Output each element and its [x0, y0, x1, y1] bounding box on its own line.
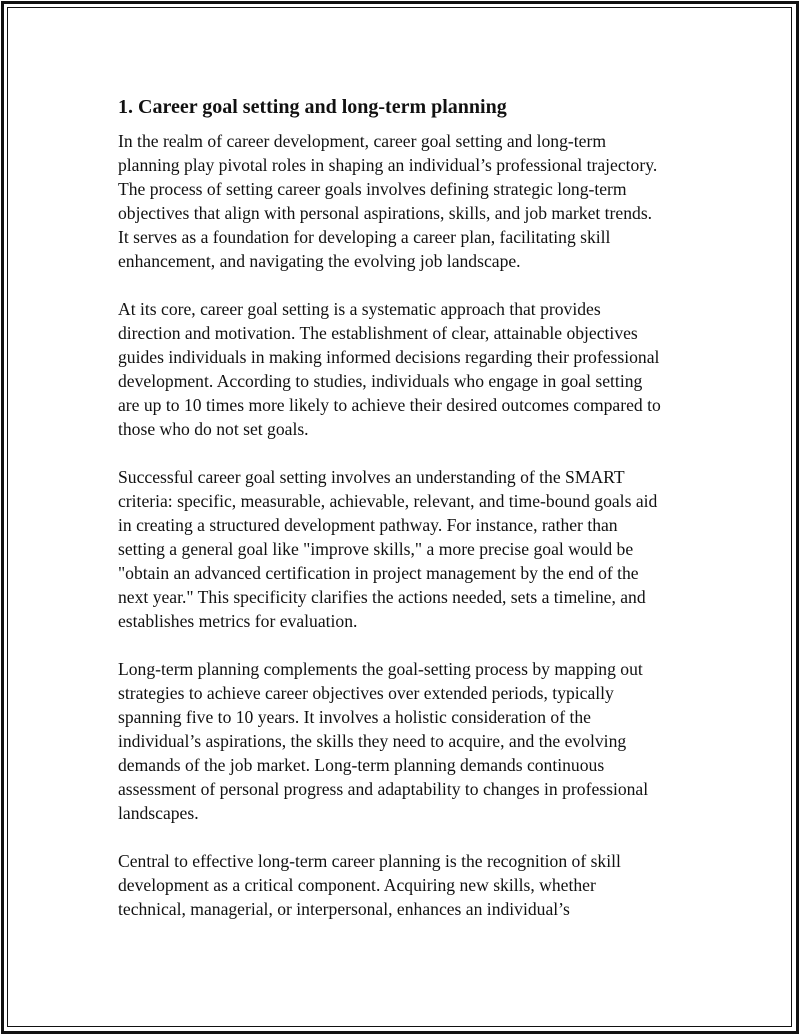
paragraph-5	[118, 849, 698, 921]
text-line: enhancement, and navigating the evolving job landscape.	[118, 251, 521, 271]
text-line: landscapes.	[118, 803, 199, 823]
text-line: strategies to achieve career objectives over extended periods, typically	[118, 683, 614, 703]
text-line: setting a general goal like "improve skills," a more precise goal would be	[118, 539, 634, 559]
text-line: direction and motivation. The establishment of clear, attainable objectives	[118, 323, 638, 343]
text-line: It serves as a foundation for developing a career plan, facilitating skill	[118, 227, 611, 247]
paragraph-2	[118, 297, 698, 441]
text-line: in creating a structured development pathway. For instance, rather than	[118, 515, 618, 535]
text-line: development. According to studies, individuals who engage in goal setting	[118, 371, 643, 391]
section-heading: 1. Career goal setting and long-term planning	[118, 96, 507, 118]
text-line: criteria: specific, measurable, achievable, relevant, and time-bound goals aid	[118, 491, 658, 511]
text-line: are up to 10 times more likely to achieve their desired outcomes compared to	[118, 395, 661, 415]
text-line: individual’s aspirations, the skills they need to acquire, and the evolving	[118, 731, 627, 751]
text-line: Long-term planning complements the goal-setting process by mapping out	[118, 659, 643, 679]
text-line: objectives that align with personal aspirations, skills, and job market trends.	[118, 203, 653, 223]
text-line: assessment of personal progress and adaptability to changes in professional	[118, 779, 649, 799]
text-line: next year." This specificity clarifies the actions needed, sets a timeline, and	[118, 587, 646, 607]
text-line: At its core, career goal setting is a systematic approach that provides	[118, 299, 601, 319]
text-line: spanning five to 10 years. It involves a holistic consideration of the	[118, 707, 591, 727]
text-line: planning play pivotal roles in shaping an individual’s professional trajectory.	[118, 155, 658, 175]
document-body	[118, 93, 698, 945]
text-line: Successful career goal setting involves an understanding of the SMART	[118, 467, 625, 487]
text-line: The process of setting career goals involves defining strategic long-term	[118, 179, 627, 199]
text-line: guides individuals in making informed decisions regarding their professional	[118, 347, 660, 367]
text-line: demands of the job market. Long-term planning demands continuous	[118, 755, 605, 775]
text-line: those who do not set goals.	[118, 419, 309, 439]
paragraph-3	[118, 465, 698, 633]
text-line: "obtain an advanced certification in project management by the end of the	[118, 563, 639, 583]
text-line: establishes metrics for evaluation.	[118, 611, 358, 631]
paragraph-4	[118, 657, 698, 825]
paragraph-1	[118, 129, 698, 273]
text-line: In the realm of career development, career goal setting and long-term	[118, 131, 607, 151]
text-line: technical, managerial, or interpersonal, enhances an individual’s	[118, 899, 570, 919]
text-line: development as a critical component. Acquiring new skills, whether	[118, 875, 596, 895]
text-line: Central to effective long-term career planning is the recognition of skill	[118, 851, 621, 871]
